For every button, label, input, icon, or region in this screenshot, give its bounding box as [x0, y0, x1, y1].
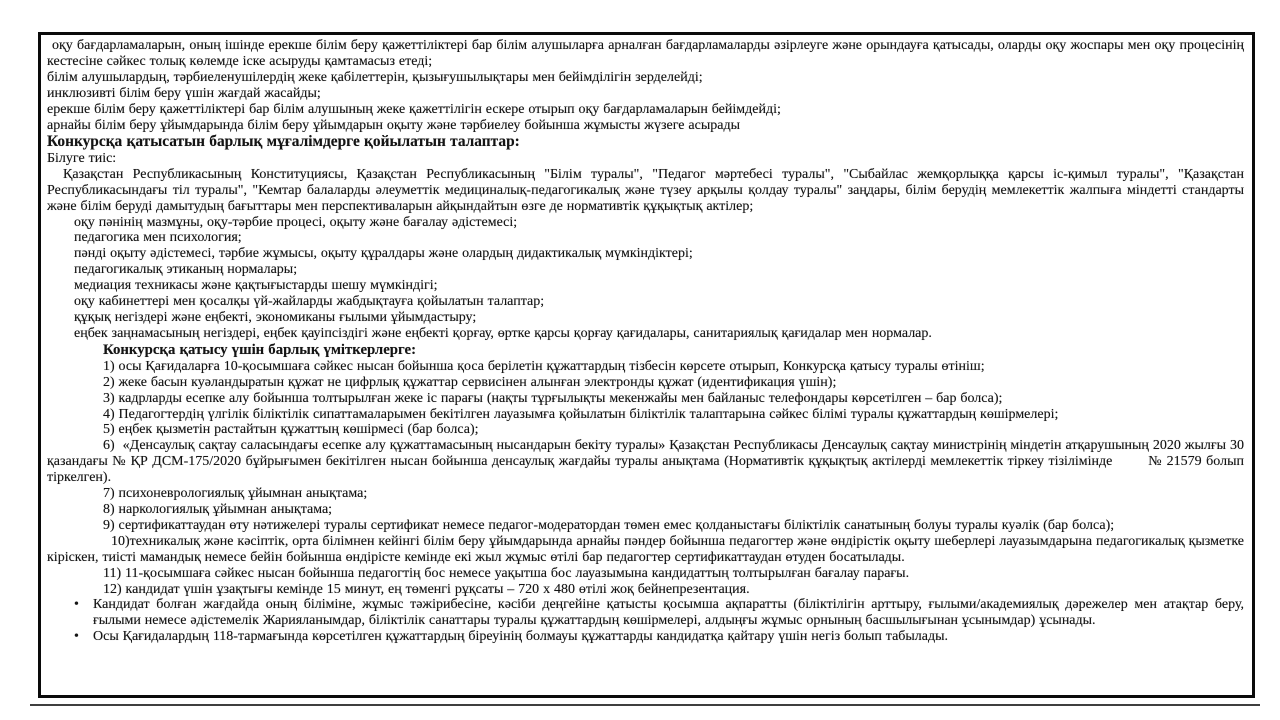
bullet-list	[47, 597, 1244, 645]
numbered-item: 12) кандидат үшін ұзақтығы кемінде 15 минут, ең төменгі рұқсаты – 720 х 480 өтілі жоқ бейнепрезентация.	[103, 581, 750, 597]
bullet-item: • Кандидат болған жағдайда оның біліміне, жұмыс тәжірибесіне, кәсіби деңгейіне қатысты қосымша ақпаратты (біліктілігін арттыру, ғылыми/академиялық дәрежелер мен атақтар беру, ғылыми немесе әдістемелік Жарияланымдар, біліктілік санаттары туралы құжаттардың көшірмелері, алдыңғы жұмыс орнының басшылығынан ұсынымдар) ұсынады.	[93, 597, 1244, 629]
laws-paragraph: Қазақстан Республикасының Конституциясы, Қазақстан Республикасының "Білім туралы", "Педагог мәртебесі туралы", "Сыбайлас жемқорлыққа қарсы іс-қимыл туралы", "Қазақстан Республикасындағы тіл туралы", "Кемтар балаларды әлеуметтік медициналық-педагогикалық және түзеу арқылы қолдау туралы" заңдары, білім берудің мемлекеттік жалпыға міндетті стандарты және білім беруді дамытудың бағыттары мен перспективаларын айқындайтын өзге де нормативтік құқықтық актілер;	[47, 166, 1244, 214]
list-item: оқу пәнінің мазмұны, оқу-тәрбие процесі, оқыту және бағалау әдістемесі;	[74, 214, 518, 230]
numbered-item: 1) осы Қағидаларға 10-қосымшаға сәйкес нысан бойынша қоса берілетін құжаттардың тізбесін көрсете отырып, Конкурсқа қатысу туралы өтініш;	[103, 358, 985, 374]
numbered-item: 5) еңбек қызметін растайтын құжаттың көшірмесі (бар болса);	[103, 422, 479, 438]
section-heading-applicants: Конкурсқа қатысу үшін барлық үміткерлерге:	[103, 341, 417, 358]
numbered-item: 3) кадрларды есепке алу бойынша толтырылған жеке іс парағы (нақты тұрғылықты мекенжайы мен байланыс телефондары көрсетілген – бар болса);	[103, 390, 1003, 406]
intro-paragraph: ерекше білім беру қажеттіліктері бар білім алушының жеке қажеттілігін ескере отырып оқу бағдарламаларын бейімдейді;	[47, 101, 781, 117]
numbered-item: 10)техникалық және кәсіптік, орта білімнен кейінгі білім беру ұйымдарында арнайы пәндер бойынша педагогтер және өндірістік оқыту шеберлері лауазымдарына педагогикалық қызметке кіріскен, тиісті мамандық немесе бейін бойынша өндірісте кемінде екі жыл жұмыс өтілі бар педагогтер сертификаттаудан өтуден босатылады.	[47, 533, 1244, 565]
numbered-item: 4) Педагогтердің үлгілік біліктілік сипаттамаларымен бекітілген лауазымға қойылатын біліктілік талаптарына сәйкес білімі туралы құжаттардың көшірмелері;	[103, 406, 1059, 422]
numbered-list	[47, 359, 1244, 598]
numbered-item: 11) 11-қосымшаға сәйкес нысан бойынша педагогтің бос немесе уақытша бос лауазымына кандидаттың толтырылған бағалау парағы.	[103, 565, 910, 581]
list-item: педагогика мен психология;	[74, 230, 242, 246]
list-item: пәнді оқыту әдістемесі, тәрбие жұмысы, оқыту құралдары және олардың дидактикалық мүмкіндіктері;	[74, 246, 693, 262]
list-item: медиация техникасы және қақтығыстарды шешу мүмкіндігі;	[74, 278, 438, 294]
intro-paragraph: оқу бағдарламаларын, оның ішінде ерекше білім беру қажеттіліктері бар білім алушыларға арналған бағдарламаларды әзірлеуге және орындауға қатысады, оларды оқу жоспары мен оқу процесінің кестесіне сәйкес толық көлемде іске асыруды қамтамасыз етеді;	[47, 38, 1244, 69]
numbered-item: 7) психоневрологиялық ұйымнан анықтама;	[103, 486, 368, 502]
page-bottom-rule	[30, 704, 1260, 706]
intro-paragraph: инклюзивті білім беру үшін жағдай жасайды;	[47, 85, 321, 101]
intro-paragraph: білім алушылардың, тәрбиеленушілердің жеке қабілеттерін, қызығушылықтары мен бейімділігін зерделейді;	[47, 69, 703, 85]
section-heading-requirements: Конкурсқа қатысатын барлық мұғалімдерге қойылатын талаптар:	[47, 133, 520, 151]
list-item: педагогикалық этиканың нормалары;	[74, 262, 298, 278]
document-page	[38, 32, 1255, 698]
numbered-item: 9) сертификаттаудан өту нәтижелері туралы сертификат немесе педагог-модератордан төмен емес қолданыстағы біліктілік санатының болуы туралы куәлік (бар болса);	[103, 517, 1115, 533]
bullet-item: • Осы Қағидалардың 118-тармағында көрсетілген құжаттардың біреуінің болмауы құжаттарды кандидатқа қайтару үшін негіз болып табылады.	[93, 629, 1244, 645]
numbered-item: 6) «Денсаулық сақтау саласындағы есепке алу құжаттамасының нысандарын бекіту туралы» Қазақстан Республикасы Денсаулық сақтау министрінің міндетін атқарушының 2020 жылғы 30 қазандағы № ҚР ДСМ-175/2020 бұйрығымен бекітілген нысан бойынша денсаулық жағдайы туралы анықтама (Нормативтік құқықтық актілерді мемлекеттік тіркеу тізілімінде № 21579 болып тіркелген).	[47, 438, 1244, 486]
list-item: құқық негіздері және еңбекті, экономиканы ғылыми ұйымдастыру;	[74, 310, 477, 325]
numbered-item: 2) жеке басын куәландыратын құжат не цифрлық құжаттар сервисінен алынған электронды құжат (идентификация үшін);	[103, 374, 837, 390]
document-body	[47, 38, 1244, 645]
know-label: Білуге тиіс:	[47, 150, 117, 166]
list-item: еңбек заңнамасының негіздері, еңбек қауіпсіздігі және еңбекті қорғау, өртке қарсы қорғау қағидалары, санитариялық қағидалар мен нормалар.	[74, 325, 932, 341]
numbered-item: 8) наркологиялық ұйымнан анықтама;	[103, 501, 333, 517]
list-item: оқу кабинеттері мен қосалқы үй-жайларды жабдықтауға қойылатын талаптар;	[74, 294, 545, 310]
intro-paragraph: арнайы білім беру ұйымдарында білім беру ұйымдарын оқыту және тәрбиелеу бойынша жұмысты жүзеге асырады	[47, 117, 740, 133]
knowledge-list	[47, 215, 1244, 342]
